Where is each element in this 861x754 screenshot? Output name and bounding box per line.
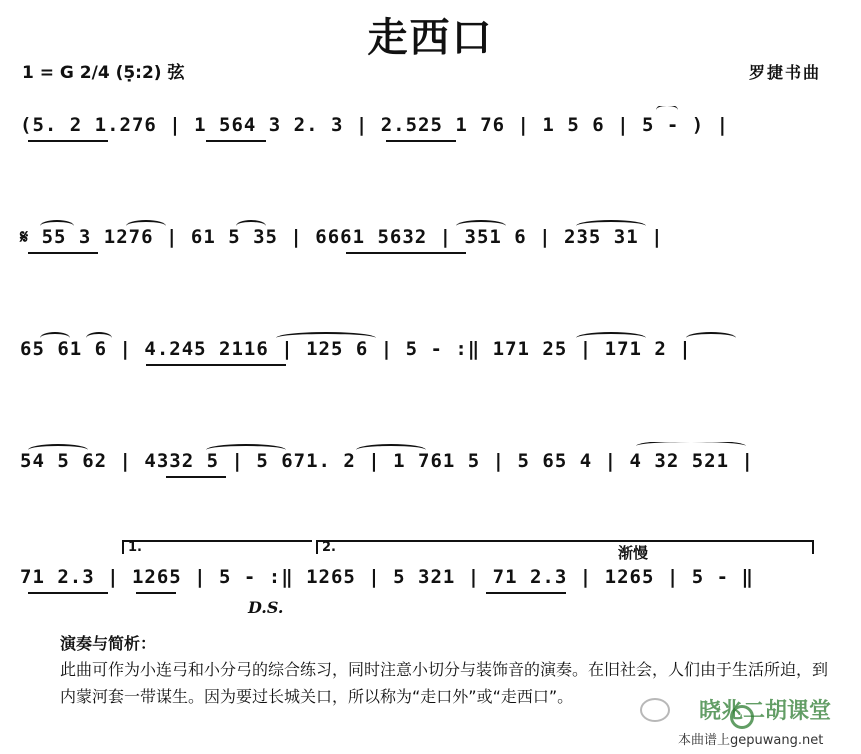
key-signature: 1 = G 2/4 (5̣:2) 弦 <box>22 63 185 83</box>
underline-mark <box>206 140 266 142</box>
volta-label-1: 1. <box>128 540 142 555</box>
staff-row-notes: 𝄋 55 3 1276 | 61 5 35 | 6661 5632 | 351 6 | 235 31 | <box>20 226 664 248</box>
volta-bracket-1 <box>122 540 312 554</box>
staff-row-3 <box>16 330 828 370</box>
underline-mark <box>28 140 108 142</box>
footer-source: 本曲谱上gepuwang.net <box>678 733 824 748</box>
slur-mark <box>356 444 426 456</box>
staff-row-1 <box>16 106 828 146</box>
slur-mark <box>28 444 88 456</box>
slur-mark <box>206 444 286 456</box>
underline-mark <box>346 252 466 254</box>
slur-mark <box>576 332 646 344</box>
slur-mark <box>86 332 112 344</box>
dal-segno: D.S. <box>248 598 284 617</box>
analysis-text: 此曲可作为小连弓和小分弓的综合练习，同时注意小切分与装饰音的演奏。在旧社会，人们由于生活所迫，到内蒙河套一带谋生。因为要过长城关口，所以称为“走口外”或“走西口”。 <box>60 660 829 706</box>
underline-mark <box>146 364 286 366</box>
staff-row-notes: 71 2.3 | 1265 | 5 - :‖ 1265 | 5 321 | 71 2.3 | 1265 | 5 - ‖ <box>20 566 754 588</box>
underline-mark <box>136 592 176 594</box>
watermark: 晓兆二胡课堂 <box>698 698 831 724</box>
slur-mark <box>40 220 74 232</box>
staff-row-4 <box>16 442 828 482</box>
slur-mark <box>276 332 376 344</box>
underline-mark <box>28 592 108 594</box>
slur-mark <box>236 220 266 232</box>
slur-mark <box>40 332 70 344</box>
slur-mark <box>636 442 746 452</box>
staff-row-2 <box>16 218 828 258</box>
composer: 罗捷书曲 <box>748 63 821 82</box>
wechat-icon <box>640 698 670 722</box>
slur-mark <box>576 220 646 232</box>
staff-row-notes: (5. 2 1.276 | 1 564 3 2. 3 | 2.525 1 76 | 1 5 6 | 5 - ) | <box>20 114 730 136</box>
staff-row-notes: 54 5 62 | 4332 5 | 5 671. 2 | 1 761 5 | 5 65 4 | 4 32 521 | <box>20 450 754 472</box>
underline-mark <box>28 252 98 254</box>
analysis-heading: 演奏与简析： <box>60 634 157 653</box>
slur-mark <box>126 220 166 232</box>
staff-row-5 <box>16 558 828 598</box>
slur-mark <box>456 220 506 232</box>
volta-bracket-2 <box>316 540 814 554</box>
score-title: 走西口 <box>367 14 494 61</box>
underline-mark <box>486 592 566 594</box>
ornament-mark <box>656 106 678 116</box>
logo-icon <box>730 705 754 729</box>
underline-mark <box>386 140 456 142</box>
underline-mark <box>166 476 226 478</box>
tempo-marking: 渐慢 <box>618 544 649 562</box>
slur-mark <box>686 332 736 344</box>
staff-row-notes: 65 61 6 | 4.245 2116 | 125 6 | 5 - :‖ 171 25 | 171 2 | <box>20 338 692 360</box>
volta-label-2: 2. <box>322 540 336 555</box>
